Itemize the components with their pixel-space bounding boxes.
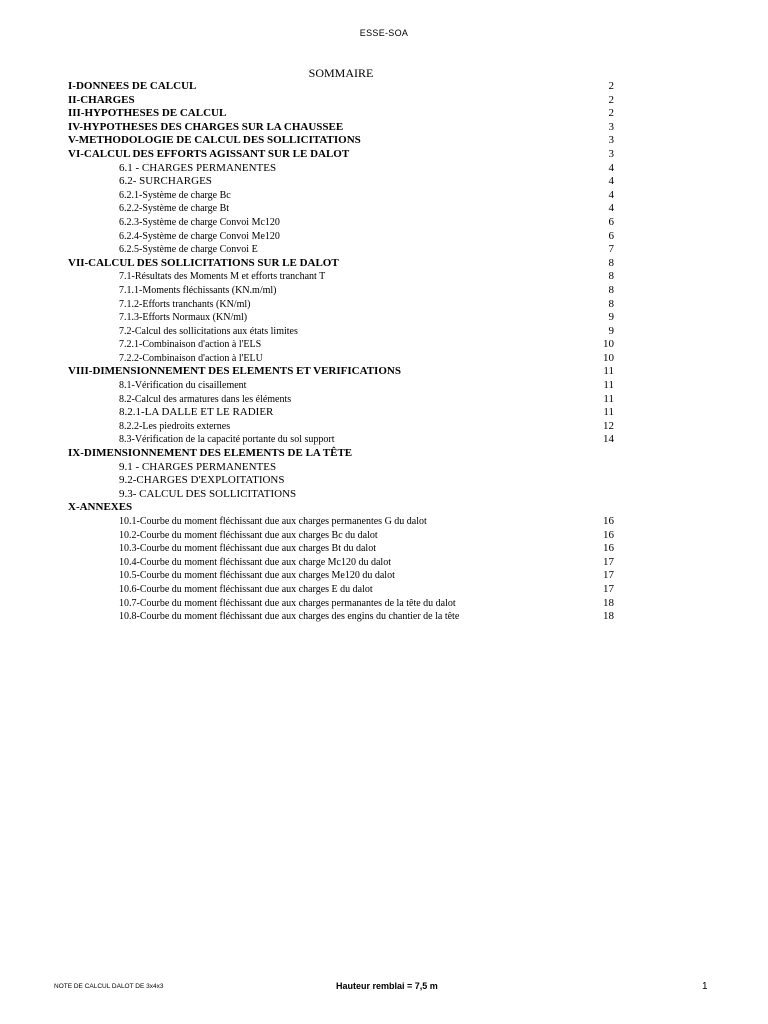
toc-entry-page: 3: [608, 147, 614, 160]
toc-entry-label: 6.2.1-Système de charge Bc: [119, 189, 231, 201]
toc-entry: [68, 433, 618, 447]
toc-entry-label: VIII-DIMENSIONNEMENT DES ELEMENTS ET VERIFICATIONS: [68, 365, 401, 378]
toc-entry: [68, 202, 618, 216]
toc-entry-label: 9.2-CHARGES D'EXPLOITATIONS: [119, 474, 285, 487]
toc-entry: [68, 311, 618, 325]
toc-entry-label: 7.1.1-Moments fléchissants (KN.m/ml): [119, 284, 277, 296]
toc-entry-label: 7.1-Résultats des Moments M et efforts tranchant T: [119, 271, 326, 283]
toc-entry-page: 17: [603, 555, 614, 568]
toc-entry-label: II-CHARGES: [68, 93, 135, 106]
toc-entry-label: 10.6-Courbe du moment fléchissant due aux charges E du dalot: [119, 583, 373, 595]
toc-entry-label: 9.1 - CHARGES PERMANENTES: [119, 460, 277, 473]
toc-entry: [68, 230, 618, 244]
toc-entry: [68, 352, 618, 366]
toc-entry: [68, 148, 618, 162]
toc-entry-page: 8: [608, 283, 614, 296]
toc-entry-page: 16: [603, 528, 614, 541]
toc-entry: [68, 175, 618, 189]
toc-entry-page: 4: [608, 161, 614, 174]
toc-entry: [68, 583, 618, 597]
toc-entry: [68, 556, 618, 570]
footer-page-number: 1: [702, 981, 708, 992]
toc-entry-page: 3: [608, 134, 614, 147]
toc-entry: [68, 529, 618, 543]
toc-entry-label: 10.8-Courbe du moment fléchissant due aux charges des engins du chantier de la tête: [119, 611, 460, 623]
footer-document-name: NOTE DE CALCUL DALOT DE 3x4x3: [54, 983, 164, 990]
toc-entry-label: 6.1 - CHARGES PERMANENTES: [119, 161, 277, 174]
toc-entry-label: VI-CALCUL DES EFFORTS AGISSANT SUR LE DALOT: [68, 147, 350, 160]
toc-entry-page: 18: [603, 596, 614, 609]
toc-entry-page: 11: [603, 406, 614, 419]
toc-entry: [68, 610, 618, 624]
toc-entry-label: III-HYPOTHESES DE CALCUL: [68, 107, 227, 120]
toc-entry-page: 10: [603, 338, 614, 351]
toc-entry-label: 10.3-Courbe du moment fléchissant due aux charges Bt du dalot: [119, 543, 376, 555]
toc-entry-label: 10.7-Courbe du moment fléchissant due aux charges permanantes de la tête du dalot: [119, 597, 456, 609]
toc-entry: [68, 542, 618, 556]
toc-entry-label: 7.2-Calcul des sollicitations aux états limites: [119, 325, 298, 337]
toc-entry-label: 8.2.2-Les piedroits externes: [119, 420, 231, 432]
toc-entry-label: VII-CALCUL DES SOLLICITATIONS SUR LE DALOT: [68, 256, 339, 269]
toc-entry-page: 6: [608, 229, 614, 242]
toc-entry-page: 16: [603, 542, 614, 555]
toc-entry: [68, 501, 618, 515]
toc-entry-page: 10: [603, 351, 614, 364]
toc-entry-page: 11: [603, 365, 614, 378]
toc-entry-page: 11: [603, 392, 614, 405]
toc-entry-label: 6.2.4-Système de charge Convoi Me120: [119, 230, 280, 242]
toc-entry-label: 8.3-Vérification de la capacité portante du sol support: [119, 434, 335, 446]
toc-entry: [68, 420, 618, 434]
toc-entry: [68, 298, 618, 312]
toc-title: SOMMAIRE: [308, 66, 374, 80]
toc-entry: [68, 257, 618, 271]
toc-entry: [68, 488, 618, 502]
toc-entry-label: 9.3- CALCUL DES SOLLICITATIONS: [119, 487, 297, 500]
toc-entry-label: 10.2-Courbe du moment fléchissant due aux charges Bc du dalot: [119, 529, 378, 541]
toc-entry-page: 4: [608, 175, 614, 188]
toc-entry: [68, 515, 618, 529]
toc-entry-page: 12: [603, 419, 614, 432]
toc-entry-label: I-DONNEES DE CALCUL: [68, 80, 197, 92]
toc-entry: [68, 80, 618, 94]
toc-entry-page: 6: [608, 215, 614, 228]
toc-entry-label: 7.2.2-Combinaison d'action à l'ELU: [119, 352, 263, 364]
toc-entry: [68, 474, 618, 488]
toc-entry-page: 17: [603, 569, 614, 582]
toc-entry: [68, 189, 618, 203]
toc-entry-page: 2: [608, 93, 614, 106]
toc-entry: [68, 134, 618, 148]
toc-entry: [68, 597, 618, 611]
footer-embankment-height: Hauteur remblai = 7,5 m: [336, 981, 438, 991]
toc-entry: [68, 243, 618, 257]
toc-entry: [68, 447, 618, 461]
toc-entry: [68, 406, 618, 420]
toc-entry: [68, 569, 618, 583]
toc-entry-label: 7.1.3-Efforts Normaux (KN/ml): [119, 312, 248, 324]
toc-entry-page: 8: [608, 297, 614, 310]
toc-entry-label: 10.5-Courbe du moment fléchissant due aux charges Me120 du dalot: [119, 570, 395, 582]
toc-entry-label: 6.2.2-Système de charge Bt: [119, 203, 230, 215]
page-header: ESSE-SOA: [359, 28, 409, 38]
toc-entry-label: 7.1.2-Efforts tranchants (KN/ml): [119, 298, 251, 310]
toc-entry-label: X-ANNEXES: [68, 501, 133, 514]
toc-entry-page: 8: [608, 256, 614, 269]
toc-entry-page: 17: [603, 582, 614, 595]
toc-entry-page: 8: [608, 270, 614, 283]
toc-entry: [68, 284, 618, 298]
toc-entry-page: 2: [608, 107, 614, 120]
toc-entry-page: 16: [603, 515, 614, 527]
toc-entry-label: V-METHODOLOGIE DE CALCUL DES SOLLICITATIONS: [68, 134, 361, 147]
toc-entry-label: IV-HYPOTHESES DES CHARGES SUR LA CHAUSSEE: [68, 120, 344, 133]
toc-entry-page: 18: [603, 610, 614, 623]
toc-entry: [68, 162, 618, 176]
toc-entry: [68, 365, 618, 379]
toc-entry: [68, 216, 618, 230]
toc-entry-page: 4: [608, 188, 614, 201]
toc-entry-label: 10.1-Courbe du moment fléchissant due aux charges permanentes G du dalot: [119, 516, 427, 527]
toc-entry: [68, 107, 618, 121]
toc-entry-label: 6.2- SURCHARGES: [119, 175, 212, 188]
toc-entry-label: 7.2.1-Combinaison d'action à l'ELS: [119, 339, 262, 351]
toc-entry-label: 8.2-Calcul des armatures dans les éléments: [119, 393, 292, 405]
toc-entry-page: 4: [608, 202, 614, 215]
toc-entry: [68, 325, 618, 339]
toc-entry: [68, 393, 618, 407]
toc-entry-page: 14: [603, 433, 614, 446]
toc-entry-label: IX-DIMENSIONNEMENT DES ELEMENTS DE LA TÊTE: [68, 447, 353, 460]
toc-entry-label: 6.2.3-Système de charge Convoi Mc120: [119, 216, 280, 228]
toc-entry-label: 8.1-Vérification du cisaillement: [119, 380, 247, 392]
toc-entry: [68, 94, 618, 108]
toc-entry: [68, 379, 618, 393]
toc-entry-page: 7: [608, 243, 614, 256]
toc-entry-page: 3: [608, 120, 614, 133]
toc-entry-label: 8.2.1-LA DALLE ET LE RADIER: [119, 406, 274, 419]
toc-entry: [68, 338, 618, 352]
toc-entry-page: 9: [608, 311, 614, 324]
toc-entry-page: 11: [603, 379, 614, 392]
table-of-contents: [68, 80, 618, 624]
toc-entry-label: 10.4-Courbe du moment fléchissant due aux charge Mc120 du dalot: [119, 556, 391, 568]
toc-entry: [68, 270, 618, 284]
toc-entry-label: 6.2.5-Système de charge Convoi E: [119, 244, 258, 256]
toc-entry-page: 2: [608, 80, 614, 92]
toc-entry: [68, 121, 618, 135]
toc-entry: [68, 461, 618, 475]
toc-entry-page: 9: [608, 324, 614, 337]
